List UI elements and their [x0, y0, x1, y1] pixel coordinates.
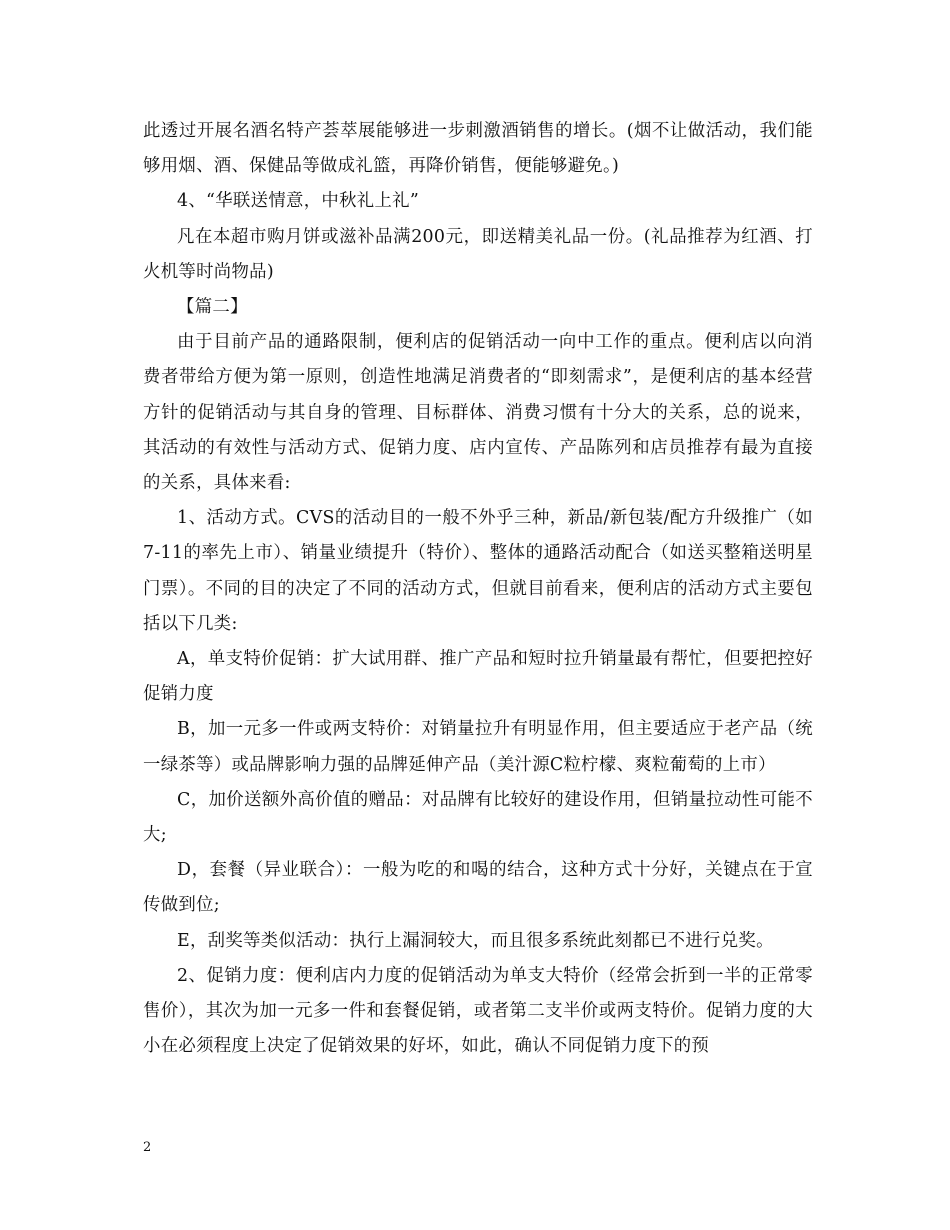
page-number: 2: [143, 1140, 152, 1155]
paragraph-11: E，刮奖等类似活动：执行上漏洞较大，而且很多系统此刻都已不进行兑奖。: [177, 930, 774, 951]
section-heading: 【篇二】: [177, 297, 248, 318]
paragraph-6: 1、活动方式。CVS的活动目的一般不外乎三种，新品/新包装/配方升级推广（如7-11的率先上市）、销量业绩提升（特价）、整体的通路活动配合（如送买整箱送明星门票）。不同的目的决定了不同的活动方式，但就目前看来，便利店的活动方式主要包括以下几类:: [143, 508, 813, 634]
paragraph-3: 凡在本超市购月饼或滋补品满200元，即送精美礼品一份。(礼品推荐为红酒、打火机等时尚物品): [143, 226, 813, 282]
paragraph-5: 由于目前产品的通路限制，便利店的促销活动一向中工作的重点。便利店以向消费者带给方便为第一原则，创造性地满足消费者的“即刻需求”，是便利店的基本经营方针的促销活动与其自身的管理、目标群体、消费习惯有十分大的关系，总的说来，其活动的有效性与活动方式、促销力度、店内宣传、产品陈列和店员推荐有最为直接的关系，具体来看:: [143, 332, 813, 494]
paragraph-2: 4、“华联送情意，中秋礼上礼”: [177, 191, 420, 212]
paragraph-10: D，套餐（异业联合）：一般为吃的和喝的结合，这种方式十分好，关键点在于宣传做到位;: [143, 860, 813, 916]
paragraph-12: 2、促销力度：便利店内力度的促销活动为单支大特价（经常会折到一半的正常零售价），其次为加一元多一件和套餐促销，或者第二支半价或两支特价。促销力度的大小在必须程度上决定了促销效果的好坏，如此，确认不同促销力度下的预: [143, 965, 813, 1057]
paragraph-1: 此透过开展名酒名特产荟萃展能够进一步刺激酒销售的增长。(烟不让做活动，我们能够用烟、酒、保健品等做成礼篮，再降价销售，便能够避免。): [143, 121, 813, 177]
paragraph-8: B，加一元多一件或两支特价：对销量拉升有明显作用，但主要适应于老产品（统一绿茶等）或品牌影响力强的品牌延伸产品（美汁源C粒柠檬、爽粒葡萄的上市）: [143, 719, 813, 775]
paragraph-7: A，单支特价促销：扩大试用群、推广产品和短时拉升销量最有帮忙，但要把控好促销力度: [143, 649, 813, 705]
document-body: [143, 114, 813, 1064]
paragraph-9: C，加价送额外高价值的赠品：对品牌有比较好的建设作用，但销量拉动性可能不大;: [143, 789, 813, 846]
